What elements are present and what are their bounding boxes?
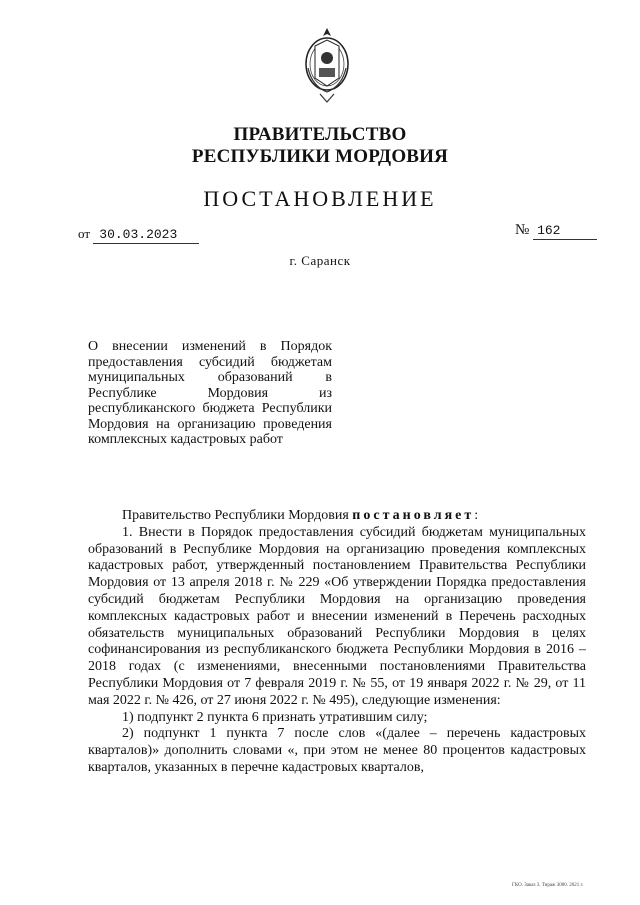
org-title-line1: ПРАВИТЕЛЬСТВО: [233, 124, 407, 145]
print-footer: ГКО. Заказ 3. Тираж 3000. 2021 г.: [512, 883, 584, 888]
body-paragraph: 2) подпункт 1 пункта 7 после слов «(далее – перечень кадастровых кварталов)» дополнить словами «, при этом не менее 80 процентов кадастровых кварталов, указанных в перечне кадастровых кварталов,: [88, 726, 586, 775]
intro-prefix: Правительство Республики Мордовия: [122, 508, 349, 523]
document-subject: О внесении изменений в Порядок предоставления субсидий бюджетам муниципальных образований в Республике Мордовия из республиканского бюджета Республики Мордовия на организацию проведения комплексных кадастровых работ: [88, 339, 332, 447]
org-title-line2: РЕСПУБЛИКИ МОРДОВИЯ: [191, 146, 449, 167]
intro-suffix: :: [474, 508, 479, 523]
city-line: г. Саранск: [289, 253, 351, 268]
body-intro: [88, 508, 586, 525]
date-row: [78, 226, 199, 244]
document-date: 30.03.2023: [93, 227, 199, 244]
number-row: [515, 222, 597, 240]
date-prefix: от: [78, 226, 91, 241]
body-paragraph: 1. Внести в Порядок предоставления субсидий бюджетам муниципальных образований в Республике Мордовия на организацию проведения комплексных кадастровых работ, утвержденный постановлением Правительства Республики Мордовия от 13 апреля 2018 г. № 229 «Об утверждении Порядка предоставления субсидий бюджетам Республики Мордовия на организацию проведения комплексных кадастровых работ и внесении изменений в Перечень расходных обязательств муниципальных образований Республики Мордовия в целях софинансирования из республиканского бюджета Республики Мордовия в 2016 – 2018 годах (с изменениями, внесенными постановлениями Правительства Республики Мордовия от 7 февраля 2019 г. № 55, от 19 января 2022 г. № 29, от 11 мая 2022 г. № 426, от 27 июня 2022 г. № 495), следующие изменения:: [88, 524, 586, 708]
body-paragraph: 1) подпункт 2 пункта 6 признать утратившим силу;: [122, 709, 428, 725]
coat-of-arms-emblem: [302, 16, 352, 106]
document-body: [88, 508, 586, 777]
intro-verb: постановляет: [352, 508, 475, 523]
number-prefix: №: [515, 222, 530, 238]
document-number: 162: [533, 223, 597, 240]
document-type-title: ПОСТАНОВЛЕНИЕ: [203, 186, 437, 211]
